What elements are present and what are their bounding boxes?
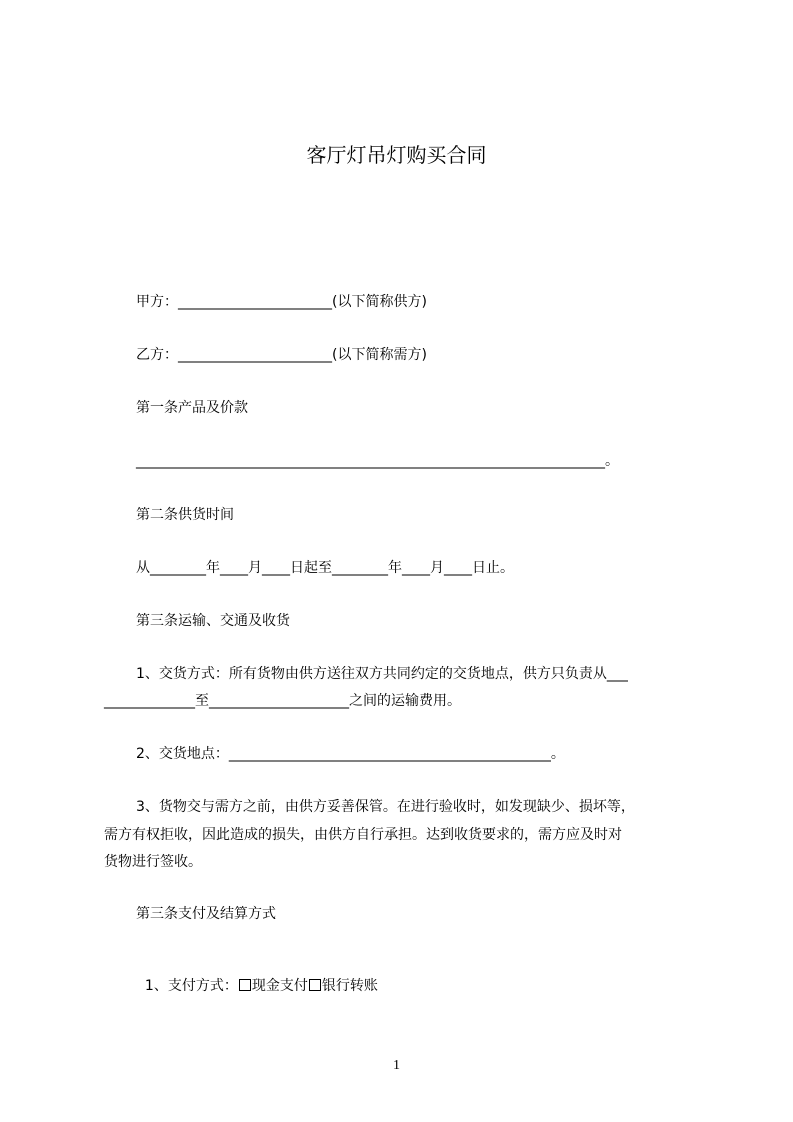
article-3-para-3-line-1: 3、货物交与需方之前，由供方妥善保管。在进行验收时，如发现缺少、损坏等， bbox=[136, 799, 635, 815]
party-a-line: 甲方：______________________(以下简称供方) bbox=[136, 294, 427, 310]
payment-option-cash-label: 现金支付 bbox=[251, 978, 308, 994]
checkbox-bank-transfer[interactable] bbox=[309, 979, 321, 991]
article-3-para-3-line-2: 需方有权拒收，因此造成的损失，由供方自行承担。达到收货要求的，需方应及时对 bbox=[104, 827, 622, 843]
article-3-para-2: 2、交货地点：______________________________________________。 bbox=[136, 746, 565, 762]
article-3-heading: 第三条运输、交通及收货 bbox=[136, 613, 290, 629]
payment-option-bank-label: 银行转账 bbox=[321, 978, 378, 994]
article-3-para-3-line-3: 货物进行签收。 bbox=[104, 854, 202, 870]
payment-method-line bbox=[136, 959, 378, 995]
article-1-heading: 第一条产品及价款 bbox=[136, 400, 248, 416]
article-1-blank-line: ___________________________________________________________________。 bbox=[136, 453, 619, 469]
payment-method-label: 1、支付方式： bbox=[144, 978, 238, 994]
checkbox-cash[interactable] bbox=[239, 979, 251, 991]
article-2-period-line: 从________年____月____日起至________年____月____日止。 bbox=[136, 560, 514, 576]
party-b-line: 乙方：______________________(以下简称需方) bbox=[136, 347, 427, 363]
article-4-heading: 第三条支付及结算方式 bbox=[136, 906, 276, 922]
article-2-heading: 第二条供货时间 bbox=[136, 507, 234, 523]
page-number: 1 bbox=[393, 1058, 400, 1073]
article-3-para-1-line-1: 1、交货方式：所有货物由供方送往双方共同约定的交货地点，供方只负责从___ bbox=[136, 666, 628, 682]
article-3-para-1-line-2: _____________至____________________之间的运输费用。 bbox=[104, 693, 461, 709]
page-title: 客厅灯吊灯购买合同 bbox=[306, 143, 487, 167]
